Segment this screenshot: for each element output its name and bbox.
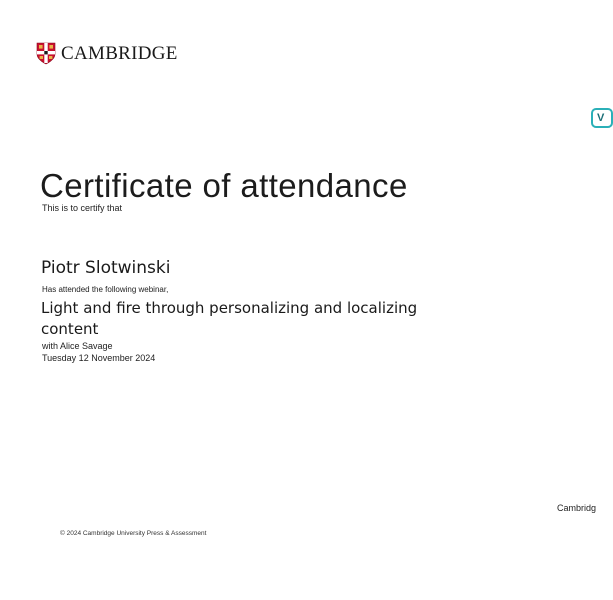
certificate-title: Certificate of attendance — [40, 167, 408, 204]
cambridge-logo — [36, 42, 178, 65]
recipient-name: Piotr Slotwinski — [41, 258, 171, 278]
attended-text: Has attended the following webinar, — [42, 285, 169, 294]
copyright-notice: © 2024 Cambridge University Press & Assessment — [60, 530, 207, 537]
edge-signature-text: Cambridg — [557, 503, 597, 513]
edge-badge: V — [591, 108, 613, 128]
certify-text: This is to certify that — [42, 203, 123, 213]
logo-wordmark: CAMBRIDGE — [61, 43, 178, 64]
webinar-date: Tuesday 12 November 2024 — [42, 353, 156, 363]
cambridge-shield-icon — [36, 42, 56, 65]
webinar-title: Light and fire through personalizing and localizing content — [41, 299, 418, 338]
presenter-text: with Alice Savage — [42, 341, 113, 351]
